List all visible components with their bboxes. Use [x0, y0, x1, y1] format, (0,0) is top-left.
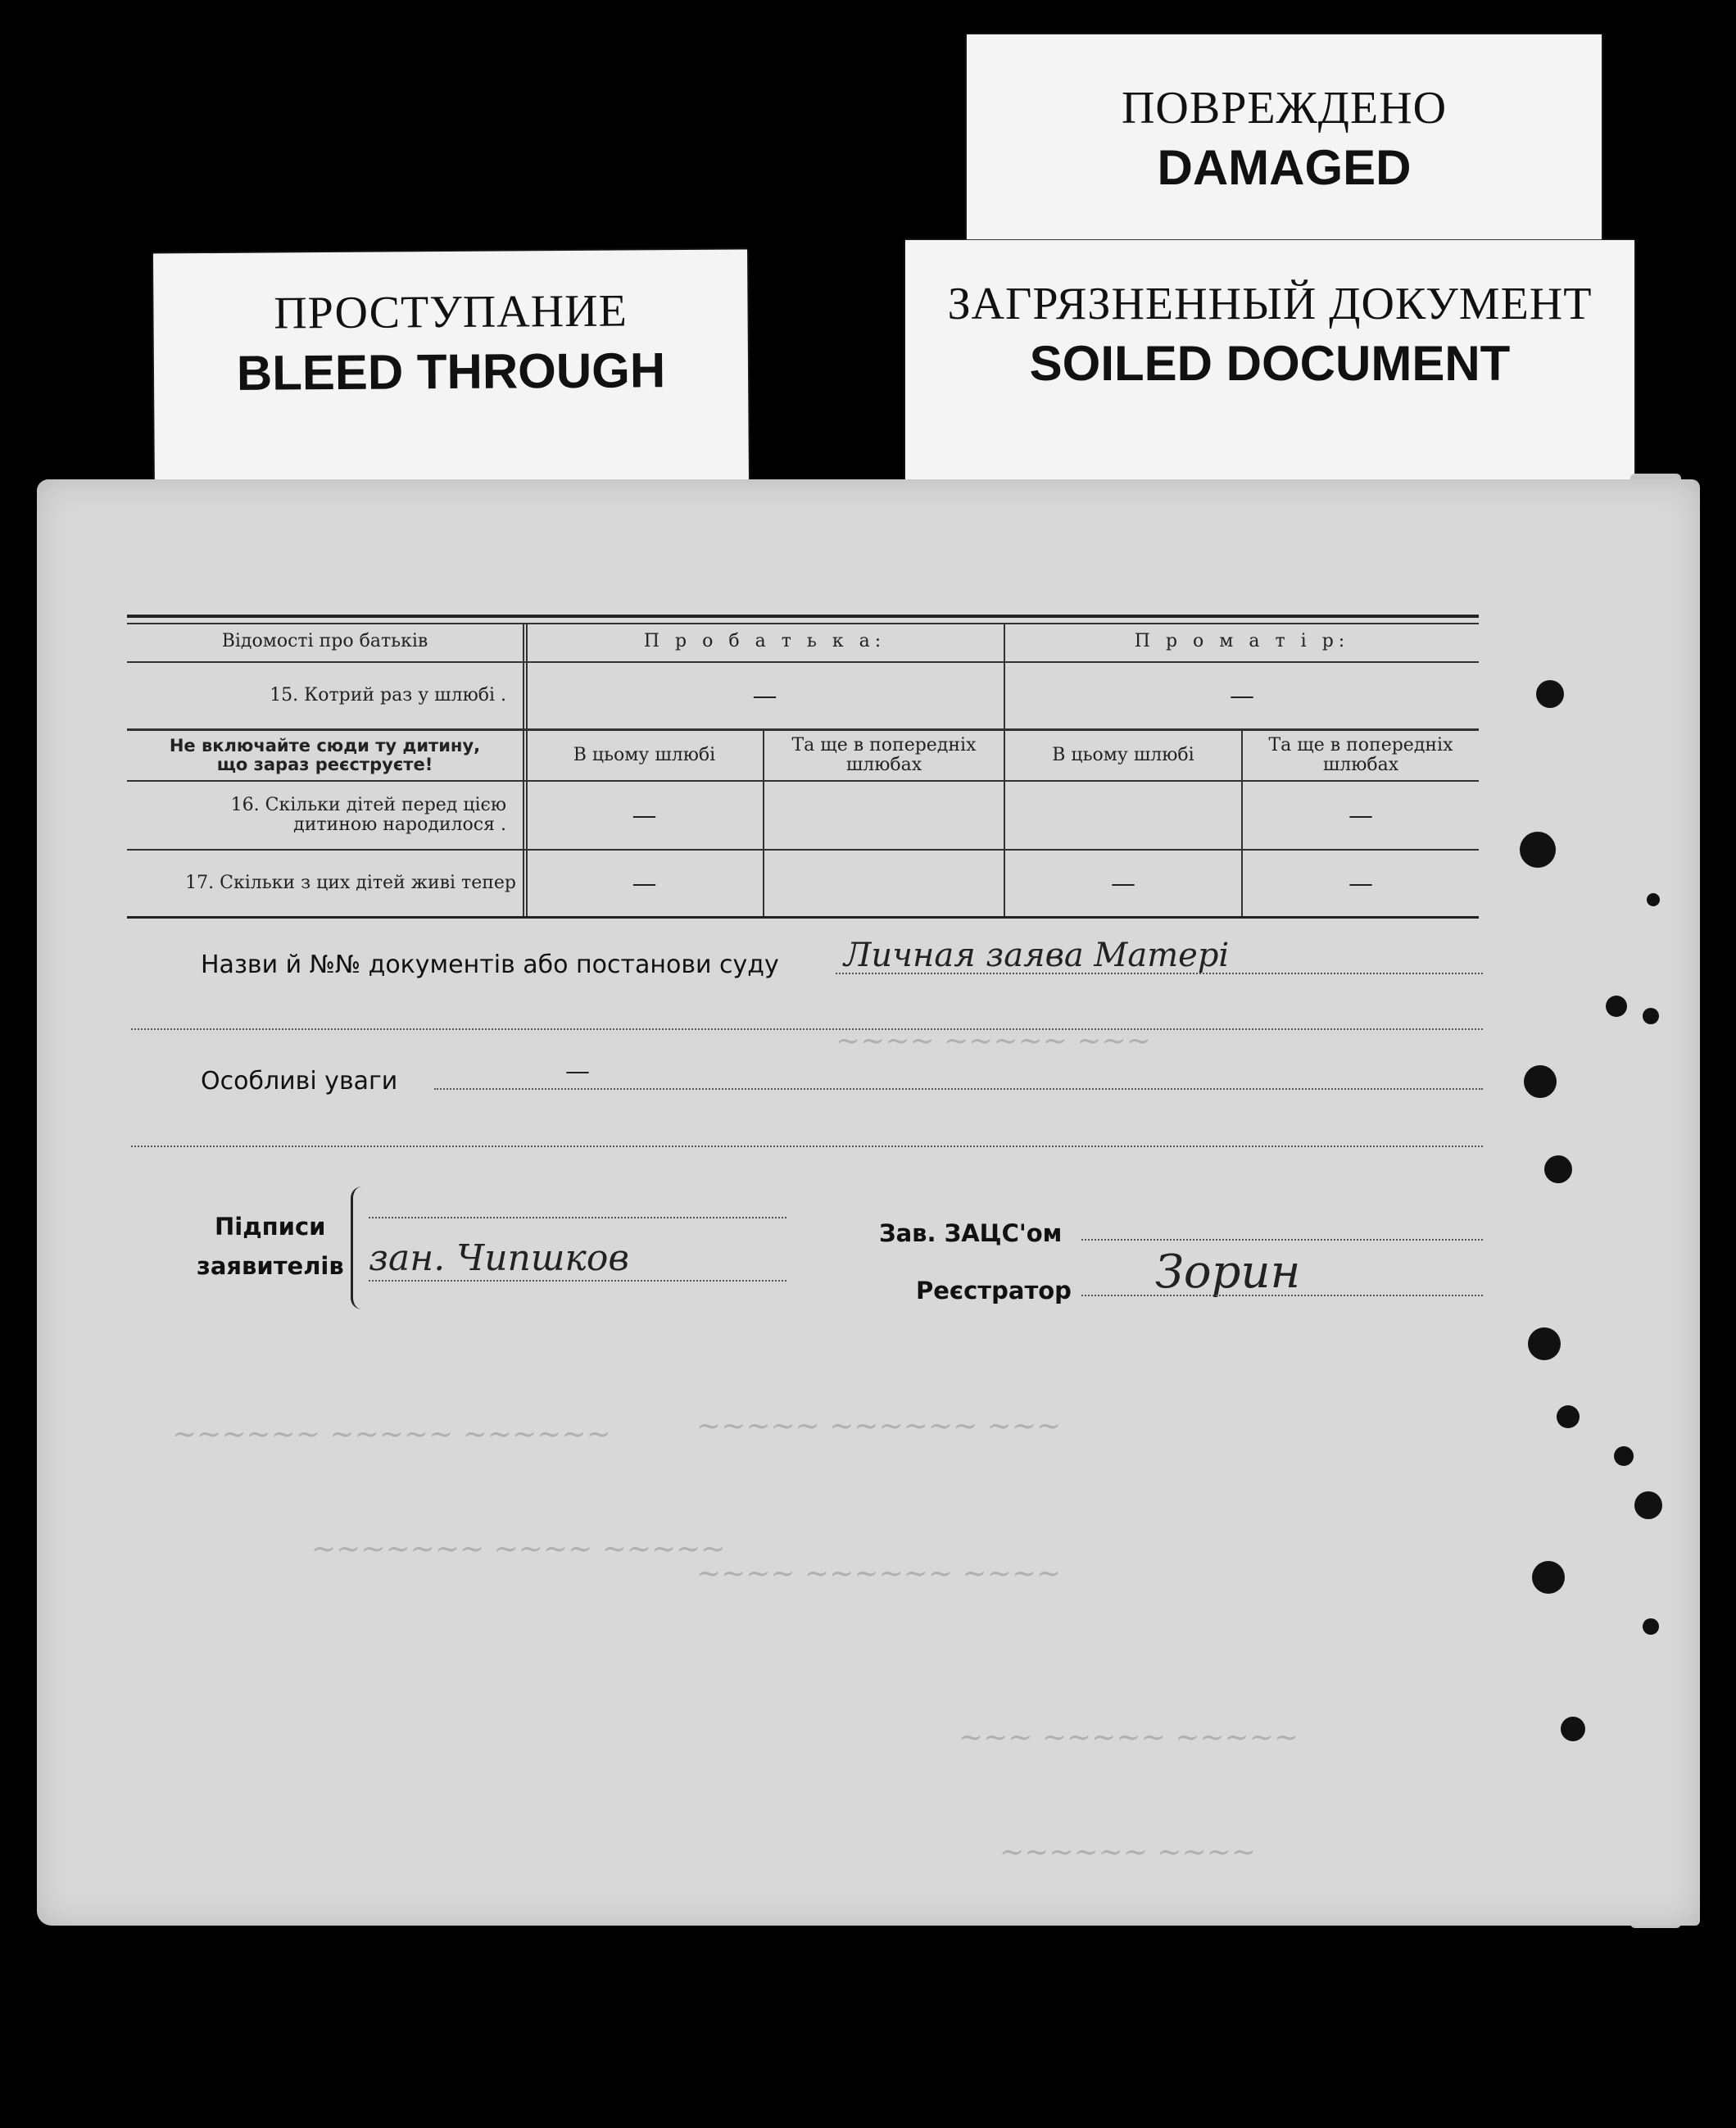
signatures-label-line2: заявителів — [197, 1252, 344, 1280]
punch-hole — [1528, 1327, 1561, 1360]
signatures-label-line1: Підписи — [215, 1213, 326, 1241]
punch-hole — [1614, 1446, 1634, 1466]
signature-dotted-line-2 — [369, 1280, 786, 1282]
col-father-this-marriage: В цьому шлюбі — [573, 744, 716, 765]
punch-hole — [1643, 1008, 1659, 1024]
bleed-through-writing: ~~~~~~ ~~~~~ ~~~~~~ — [172, 1418, 611, 1451]
soiled-document-label-card — [905, 240, 1634, 486]
special-notes-value: — — [565, 1057, 590, 1086]
row16-label-line2: дитиною народилося . — [293, 814, 506, 835]
documents-dotted-line-2 — [131, 1028, 1483, 1030]
soiled-document-label-ru: ЗАГРЯЗНЕННЫЙ ДОКУМЕНТ — [947, 279, 1593, 329]
punch-hole — [1561, 1717, 1585, 1741]
bleed-through-writing: ~~~~~ ~~~~~~ ~~~ — [696, 1409, 1062, 1443]
head-of-registry-dotted-line — [1081, 1239, 1483, 1241]
col-mother-previous-marriages: Та ще в попередніх шлюбах — [1268, 734, 1453, 775]
table-rule — [127, 916, 1479, 919]
col-mother-this-marriage: В цьому шлюбі — [1052, 744, 1194, 765]
documents-label: Назви й №№ документів або постанови суду — [201, 951, 779, 979]
row16-father-this-value: — — [632, 801, 657, 830]
bleed-through-writing: ~~~~ ~~~~~~ ~~~~ — [696, 1557, 1062, 1590]
row15-mother-value: — — [1230, 681, 1254, 710]
punch-hole — [1557, 1405, 1580, 1428]
punch-hole — [1520, 832, 1556, 868]
row17-father-previous-value — [764, 851, 1004, 916]
row16-label-line1: 16. Скільки дітей перед цією — [230, 794, 506, 815]
row17-mother-this-value: — — [1111, 869, 1135, 898]
special-notes-dotted-line-2 — [131, 1146, 1483, 1147]
row16-label — [127, 782, 523, 849]
punch-hole — [1606, 996, 1627, 1017]
row15-label: 15. Котрий раз у шлюбі . — [270, 684, 506, 706]
registrar-label: Реєстратор — [916, 1277, 1072, 1304]
exclude-child-note — [127, 731, 523, 780]
row17-label: 17. Скільки з цих дітей живі тепер — [185, 872, 516, 893]
header-father: П р о б а т ь к а: — [643, 631, 886, 652]
punch-hole — [1536, 680, 1564, 708]
bleed-through-writing: ~~~ ~~~~~ ~~~~~ — [959, 1721, 1299, 1754]
header-mother: П р о м а т і р: — [1134, 631, 1350, 652]
punch-hole — [1524, 1065, 1557, 1098]
exclude-child-note-line2: що зараз реєструєте! — [216, 755, 433, 774]
applicant-signature: зан. Чипшков — [369, 1237, 629, 1279]
row16-mother-previous-value: — — [1348, 801, 1373, 830]
bleed-through-label-ru: ПРОСТУПАНИЕ — [273, 285, 628, 339]
signature-dotted-line — [369, 1217, 786, 1218]
bleed-through-writing: ~~~~~~ ~~~~ — [999, 1835, 1257, 1869]
special-notes-dotted-line — [434, 1088, 1483, 1090]
row17-father-this-value: — — [632, 869, 657, 898]
damaged-label-card — [967, 34, 1602, 239]
signatures-brace — [351, 1187, 365, 1309]
punch-hole — [1544, 1155, 1572, 1183]
soiled-document-label-en: SOILED DOCUMENT — [1029, 336, 1511, 391]
header-parents-info: Відомості про батьків — [221, 631, 428, 652]
damaged-label-ru: ПОВРЕЖДЕНО — [1121, 83, 1448, 134]
punch-hole — [1634, 1491, 1662, 1519]
special-notes-label: Особливі уваги — [201, 1067, 398, 1096]
row16-mother-this-value — [1005, 782, 1241, 849]
parents-info-table — [127, 615, 1479, 898]
registrar-signature: Зорин — [1155, 1245, 1301, 1299]
bleed-through-label-card — [153, 249, 749, 491]
damaged-label-en: DAMAGED — [1157, 140, 1412, 195]
bleed-through-writing: ~~~~~~~ ~~~~ ~~~~~ — [311, 1532, 726, 1566]
punch-hole — [1643, 1618, 1659, 1635]
row16-father-previous-value — [764, 782, 1004, 849]
bleed-through-writing: ~~~~ ~~~~~ ~~~ — [836, 1024, 1151, 1058]
head-of-registry-label: Зав. ЗАЦС'ом — [879, 1219, 1063, 1247]
col-father-previous-marriages: Та ще в попередніх шлюбах — [791, 734, 977, 775]
punch-hole — [1647, 893, 1660, 906]
documents-dotted-line — [836, 973, 1483, 974]
registrar-dotted-line — [1081, 1295, 1483, 1296]
punch-hole — [1532, 1561, 1565, 1594]
row17-mother-previous-value: — — [1348, 869, 1373, 898]
bleed-through-label-en: BLEED THROUGH — [236, 343, 666, 401]
exclude-child-note-line1: Не включайте сюди ту дитину, — [169, 735, 481, 755]
documents-value: Личная заява Матері — [844, 937, 1230, 974]
row15-father-value: — — [752, 681, 777, 710]
